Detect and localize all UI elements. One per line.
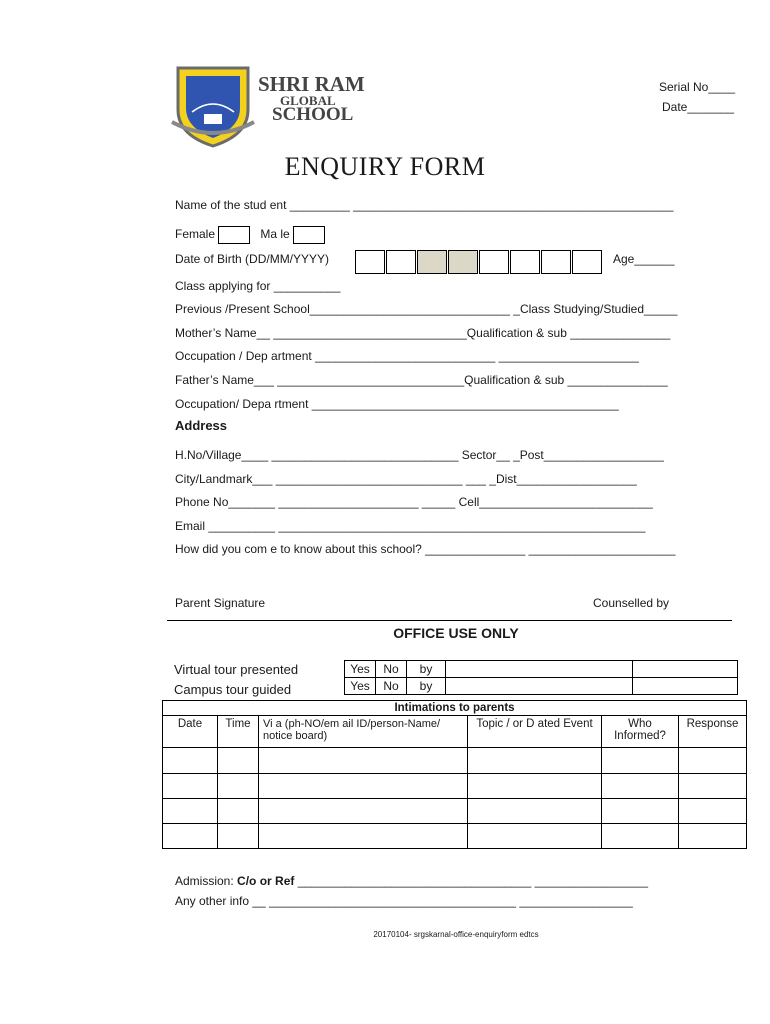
admission-line: ___________________________________ _________________ [297, 874, 649, 888]
campus-no-option[interactable]: No [376, 678, 407, 695]
table-cell[interactable] [259, 748, 468, 774]
table-cell[interactable] [218, 748, 259, 774]
table-cell[interactable] [163, 824, 218, 849]
table-cell[interactable] [468, 748, 602, 774]
col-via: Vi a (ph-NO/em ail ID/person-Name/ notice board) [259, 716, 468, 748]
campus-by-field[interactable] [446, 678, 633, 695]
table-cell[interactable] [602, 774, 679, 799]
gender-row [175, 226, 325, 244]
table-cell[interactable] [468, 799, 602, 824]
admission-ref-label: C/o or Ref [237, 874, 295, 888]
table-cell[interactable] [468, 774, 602, 799]
virtual-extra-field[interactable] [633, 661, 738, 678]
table-cell[interactable] [679, 748, 747, 774]
col-topic: Topic / or D ated Event [468, 716, 602, 748]
how-know-field[interactable]: How did you com e to know about this school? _______________ ______________________ [175, 542, 676, 556]
father-occupation-field[interactable]: Occupation/ Depa rtment ______________________________________________ [175, 397, 619, 411]
parent-signature-label: Parent Signature [175, 596, 266, 610]
divider-line [167, 620, 732, 621]
col-response: Response [679, 716, 747, 748]
table-cell[interactable] [679, 799, 747, 824]
city-field[interactable]: City/Landmark___ ____________________________ ___ _Dist__________________ [175, 472, 637, 486]
school-name-line1: SHRI RAM [258, 72, 365, 96]
student-name-field[interactable]: Name of the stud ent _________ ________________________________________________ [175, 198, 674, 212]
table-row [163, 824, 747, 849]
male-checkbox[interactable] [293, 226, 325, 244]
school-name-line2: GLOBAL [280, 93, 336, 108]
campus-tour-row [345, 678, 738, 695]
table-cell[interactable] [679, 774, 747, 799]
tour-table [344, 660, 738, 695]
school-name-line3: SCHOOL [272, 104, 354, 125]
male-label: Ma le [260, 227, 290, 242]
school-logo [168, 60, 368, 150]
virtual-no-option[interactable]: No [376, 661, 407, 678]
dob-digit-box[interactable] [355, 250, 385, 274]
table-cell[interactable] [259, 774, 468, 799]
other-info-field[interactable]: Any other info __ _____________________________________ _________________ [175, 894, 633, 908]
previous-school-field[interactable]: Previous /Present School______________________________ _Class Studying/Studied_____ [175, 302, 678, 316]
dob-digit-box[interactable] [386, 250, 416, 274]
table-cell[interactable] [602, 824, 679, 849]
table-row [163, 774, 747, 799]
col-time: Time [218, 716, 259, 748]
campus-yes-option[interactable]: Yes [345, 678, 376, 695]
virtual-by-label: by [407, 661, 446, 678]
age-field[interactable]: Age______ [613, 252, 675, 266]
admission-field[interactable] [175, 874, 648, 888]
intimations-heading: Intimations to parents [163, 701, 747, 716]
table-cell[interactable] [163, 774, 218, 799]
table-row [163, 748, 747, 774]
dob-digit-box[interactable] [572, 250, 602, 274]
shield-emblem-icon [168, 60, 258, 150]
table-cell[interactable] [218, 774, 259, 799]
intimations-table [162, 700, 747, 849]
table-cell[interactable] [679, 824, 747, 849]
table-cell[interactable] [468, 824, 602, 849]
virtual-yes-option[interactable]: Yes [345, 661, 376, 678]
dob-separator-box [448, 250, 478, 274]
mother-name-field[interactable]: Mother’s Name__ _____________________________Qualification & sub _______________ [175, 326, 671, 340]
table-cell[interactable] [218, 824, 259, 849]
admission-label: Admission: [175, 874, 234, 888]
class-applying-field[interactable]: Class applying for __________ [175, 279, 341, 293]
table-cell[interactable] [259, 824, 468, 849]
email-field[interactable]: Email __________ _______________________________________________________ [175, 519, 646, 533]
table-row [163, 799, 747, 824]
female-label: Female [175, 227, 216, 242]
col-who-informed: Who Informed? [602, 716, 679, 748]
date-field: Date_______ [662, 100, 735, 114]
virtual-tour-row [345, 661, 738, 678]
table-cell[interactable] [163, 748, 218, 774]
female-checkbox[interactable] [218, 226, 250, 244]
table-cell[interactable] [602, 748, 679, 774]
col-date: Date [163, 716, 218, 748]
mother-occupation-field[interactable]: Occupation / Dep artment ___________________________ _____________________ [175, 349, 639, 363]
office-use-heading: OFFICE USE ONLY [393, 625, 519, 641]
dob-label: Date of Birth (DD/MM/YYYY) [175, 252, 330, 266]
dob-separator-box [417, 250, 447, 274]
virtual-by-field[interactable] [446, 661, 633, 678]
dob-digit-box[interactable] [541, 250, 571, 274]
house-no-field[interactable]: H.No/Village____ ____________________________ Sector__ _Post__________________ [175, 448, 664, 462]
campus-extra-field[interactable] [633, 678, 738, 695]
counselled-by-label: Counselled by [593, 596, 670, 610]
table-cell[interactable] [163, 799, 218, 824]
campus-tour-label: Campus tour guided [174, 682, 292, 697]
father-name-field[interactable]: Father’s Name___ ____________________________Qualification & sub _______________ [175, 373, 668, 387]
table-cell[interactable] [602, 799, 679, 824]
form-title: ENQUIRY FORM [284, 152, 486, 181]
table-cell[interactable] [218, 799, 259, 824]
document-code: 20170104- srgskarnal-office-enquiryform edtcs [373, 930, 539, 939]
campus-by-label: by [407, 678, 446, 695]
dob-digit-box[interactable] [510, 250, 540, 274]
intimations-header-row [163, 716, 747, 748]
serial-number: Serial No____ [659, 80, 736, 94]
virtual-tour-label: Virtual tour presented [174, 662, 299, 677]
address-heading: Address [175, 418, 228, 433]
table-cell[interactable] [259, 799, 468, 824]
phone-field[interactable]: Phone No_______ _____________________ _____ Cell__________________________ [175, 495, 653, 509]
dob-digit-box[interactable] [479, 250, 509, 274]
